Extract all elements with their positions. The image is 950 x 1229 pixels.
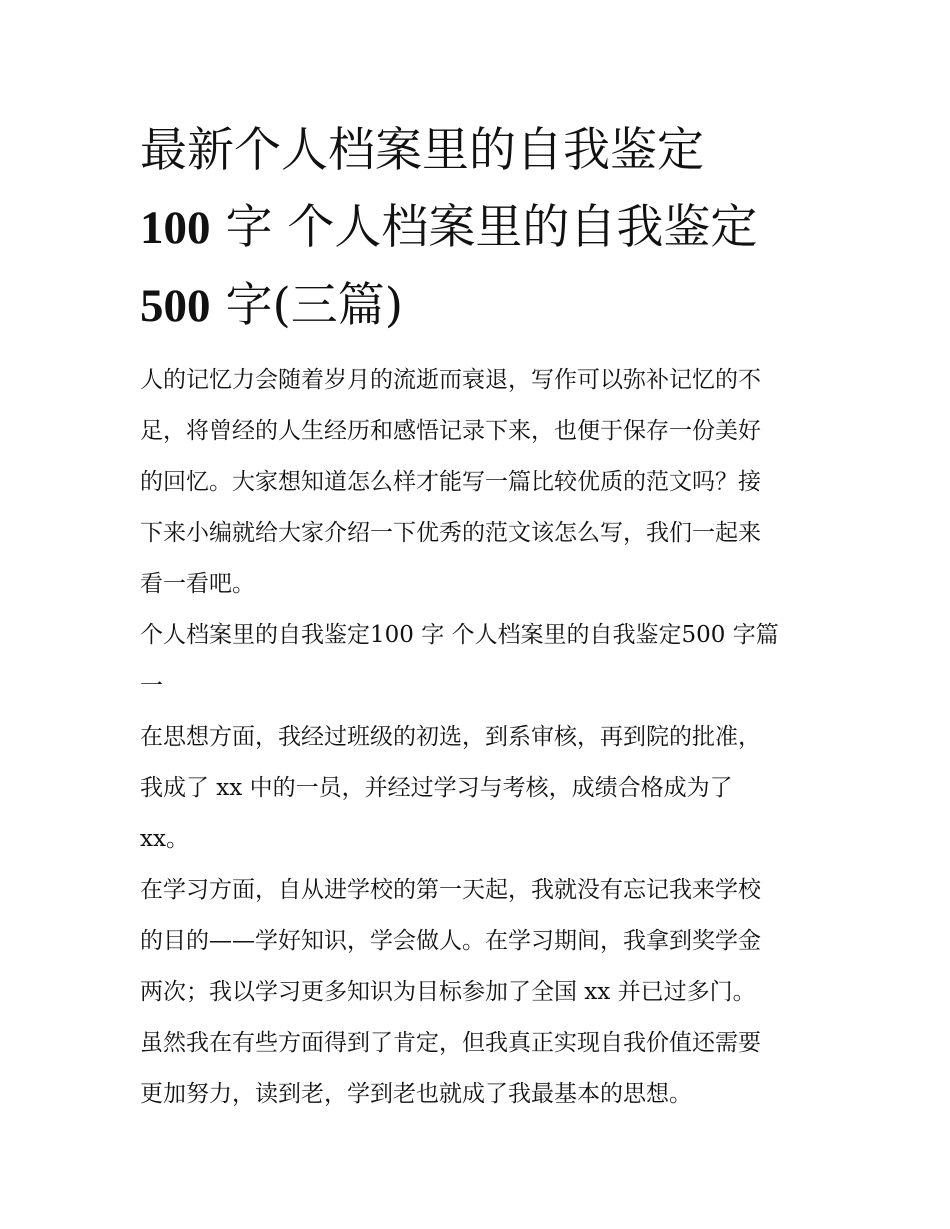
paragraph-line: xx。 <box>140 826 189 852</box>
title-line-3 <box>140 267 820 345</box>
paragraph-line: 在学习方面，自从进学校的第一天起，我就没有忘记我来学校 <box>140 877 761 903</box>
title-number-100: 100 <box>140 202 211 254</box>
intro-line: 的回忆。大家想知道怎么样才能写一篇比较优质的范文吗？接 <box>140 469 761 495</box>
intro-line: 足，将曾经的人生经历和感悟记录下来，也便于保存一份美好 <box>140 418 761 444</box>
title-line-2-text: 字 个人档案里的自我鉴定 <box>210 200 758 255</box>
title-line-3-text: 字(三篇) <box>210 278 404 333</box>
paragraph-line: 的目的——学好知识，学会做人。在学习期间，我拿到奖学金 <box>140 928 761 954</box>
intro-line: 看一看吧。 <box>140 571 255 597</box>
intro-line: 下来小编就给大家介绍一下优秀的范文该怎么写，我们一起来 <box>140 520 761 546</box>
section-heading-line: 一 <box>140 673 163 699</box>
study-paragraph <box>140 865 820 1120</box>
document-page <box>140 112 820 1120</box>
paragraph-line: 虽然我在有些方面得到了肯定，但我真正实现自我价值还需要 <box>140 1030 761 1056</box>
paragraph-line: 在思想方面，我经过班级的初选，到系审核，再到院的批准， <box>140 724 761 750</box>
section-heading <box>140 610 820 712</box>
document-title <box>140 112 820 345</box>
paragraph-line: 更加努力，读到老，学到老也就成了我最基本的思想。 <box>140 1081 692 1107</box>
intro-paragraph <box>140 355 820 610</box>
paragraph-line: 我成了 xx 中的一员，并经过学习与考核，成绩合格成为了 <box>140 775 733 801</box>
thought-paragraph <box>140 712 820 865</box>
paragraph-line: 两次；我以学习更多知识为目标参加了全国 xx 并已过多门。 <box>140 979 756 1005</box>
section-heading-line: 个人档案里的自我鉴定100 字 个人档案里的自我鉴定500 字篇 <box>140 622 779 648</box>
title-line-2 <box>140 189 820 267</box>
intro-line: 人的记忆力会随着岁月的流逝而衰退，写作可以弥补记忆的不 <box>140 367 761 393</box>
title-number-500: 500 <box>140 280 211 332</box>
title-line-1: 最新个人档案里的自我鉴定 <box>140 123 704 178</box>
